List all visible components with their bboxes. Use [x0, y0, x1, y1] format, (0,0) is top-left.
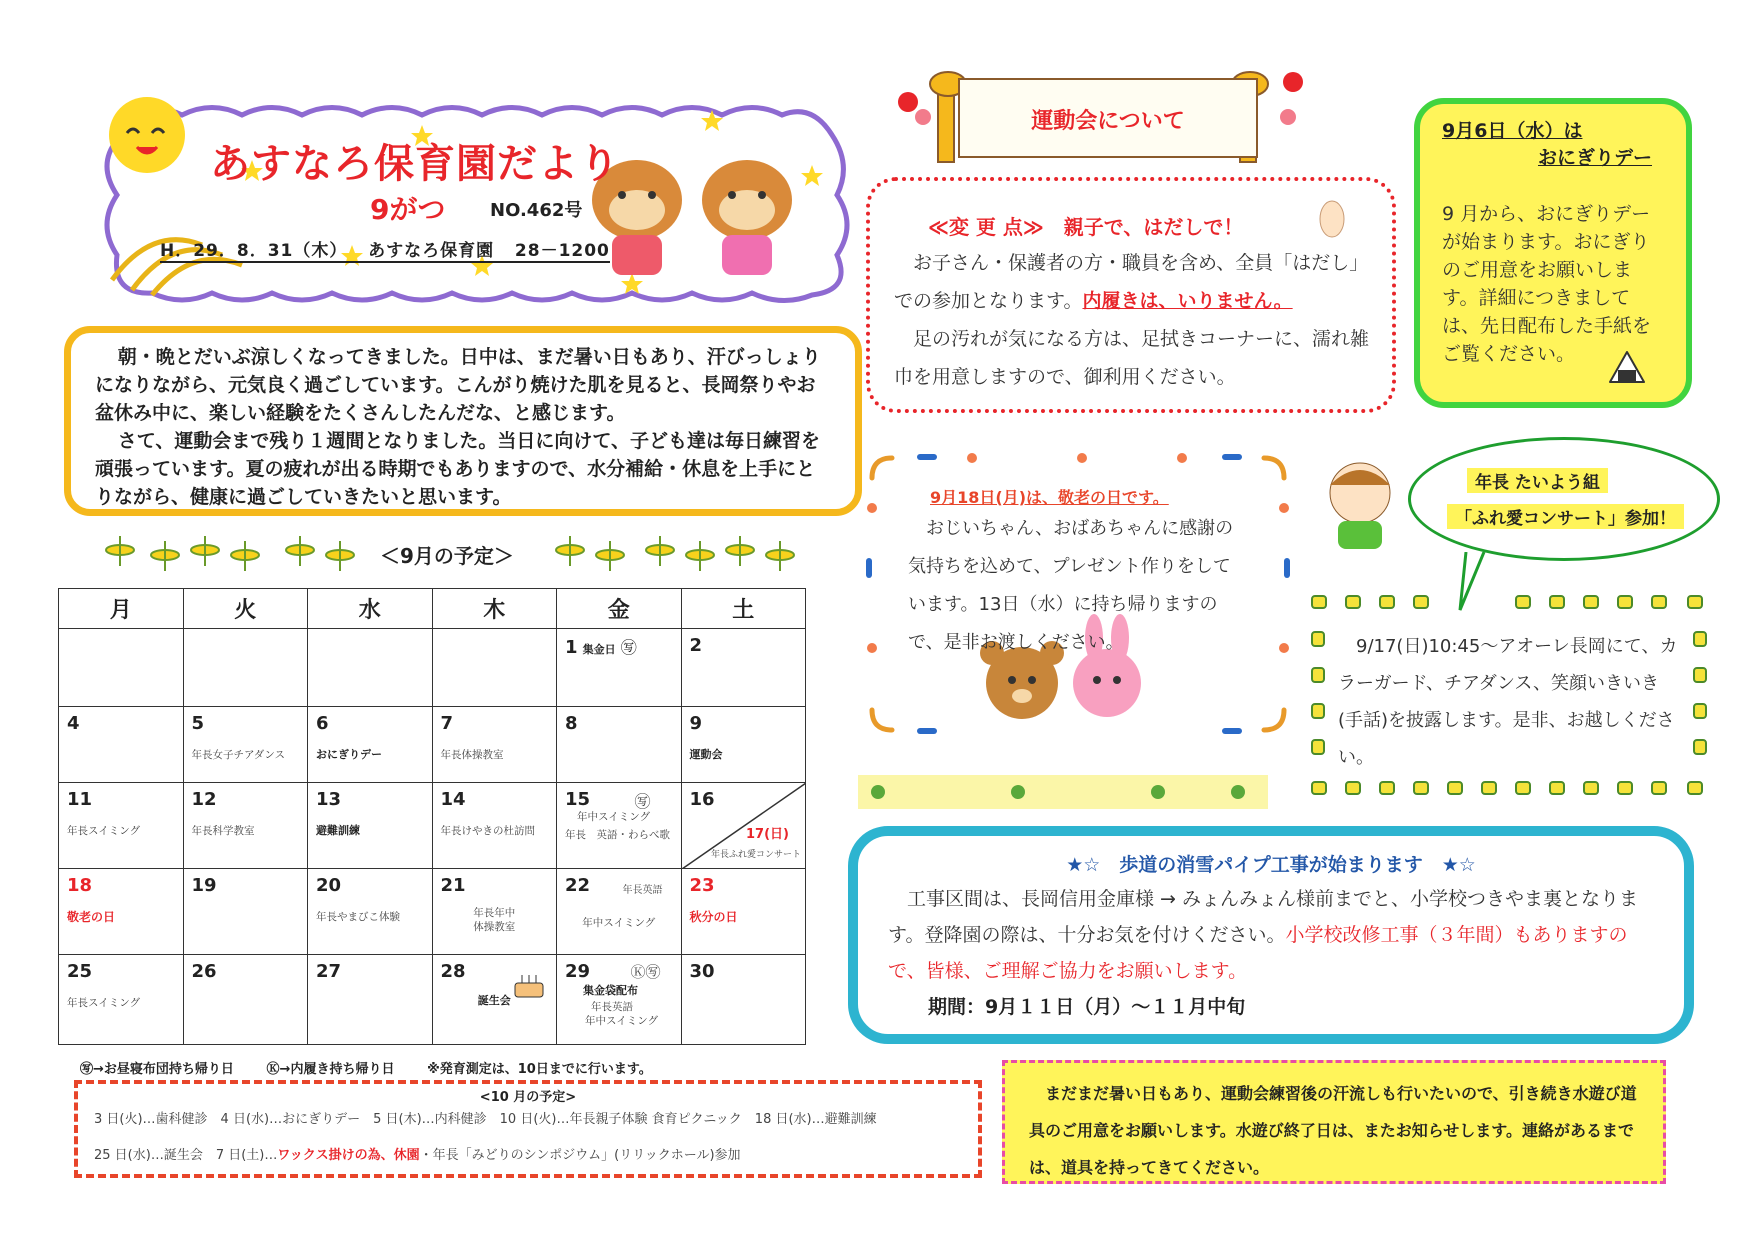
respect-aged-box — [862, 448, 1294, 740]
rice-ball-icon — [1608, 350, 1646, 384]
day-event: 運動会 — [689, 748, 723, 761]
calendar-cell — [59, 707, 184, 783]
weekday-wed: 水 — [308, 589, 433, 629]
day-event: 年長英語 — [591, 1001, 633, 1013]
day-number: 27 — [316, 961, 342, 982]
day-number: 23 — [689, 875, 715, 896]
speech-bubble — [1408, 437, 1720, 561]
month-label: 9がつ — [370, 193, 446, 226]
calendar-cell — [432, 955, 557, 1045]
change-point-label: ≪変 更 点≫ 親子で、はだしで！ — [928, 215, 1244, 239]
calendar-cell — [681, 707, 806, 783]
day-event: 年長スイミング — [67, 825, 141, 837]
day-number: 30 — [689, 961, 715, 982]
calendar-cell — [59, 783, 184, 869]
day-number: 7 — [440, 713, 454, 734]
school-renovation-notice: 小学校改修工事（３年間）もありますので、皆様、ご理解ご協力をお願いします。 — [888, 924, 1628, 982]
calendar-cell — [681, 629, 806, 707]
day-event: 年中スイミング — [577, 811, 651, 823]
september-calendar — [58, 588, 806, 1045]
calendar-week-5 — [59, 955, 806, 1045]
calendar-cell — [681, 869, 806, 955]
calendar-cell — [183, 955, 308, 1045]
day-number: 14 — [440, 789, 466, 810]
day-event: 年長英語 — [622, 885, 663, 896]
day-number: 1 — [565, 637, 578, 658]
sports-barefoot-text: お子さん・保護者の方・職員を含め、全員「はだし」での参加となります。 — [894, 252, 1369, 312]
calendar-cell — [183, 783, 308, 869]
calendar-cell — [59, 955, 184, 1045]
calendar-cell — [432, 707, 557, 783]
calendar-cell — [183, 869, 308, 955]
weekday-sat: 土 — [681, 589, 806, 629]
org-name: あすなろ保育園 — [368, 241, 495, 261]
day-number: 25 — [67, 961, 93, 982]
concert-info-box — [1310, 592, 1710, 800]
day-event: 年長スイミング — [67, 997, 141, 1009]
day-event: 年中スイミング — [582, 917, 656, 929]
grass-border — [858, 775, 1268, 809]
date-line — [160, 236, 610, 263]
day-event: 年長体操教室 — [440, 749, 504, 761]
day-number: 19 — [191, 875, 217, 896]
newsletter-title: あすなろ保育園だより — [210, 141, 620, 187]
issue-number: NO.462号 — [490, 200, 583, 221]
sports-paragraph-2: 足の汚れが気になる方は、足拭きコーナーに、濡れ雑巾を用意しますので、御利用ください。 — [894, 328, 1370, 388]
weekday-thu: 木 — [432, 589, 557, 629]
day-event: おにぎりデー — [316, 748, 382, 761]
calendar-week-2 — [59, 707, 806, 783]
calendar-cell — [308, 955, 433, 1045]
day-number: 11 — [67, 789, 93, 810]
legend-futon: ㊢→お昼寝布団持ち帰り日 — [80, 1062, 234, 1077]
day-number: 13 — [316, 789, 342, 810]
no-indoor-shoes-notice: 内履きは、いりません。 — [1082, 290, 1293, 312]
calendar-cell — [59, 869, 184, 955]
day-number: 9 — [689, 713, 703, 734]
water-play-body: まだまだ暑い日もあり、運動会練習後の汗流しも行いたいので、引き続き水遊び道具のご用意をお願いします。水遊び終了日は、またお知らせします。連絡があるまでは、道具を持ってきてください。 — [1029, 1084, 1637, 1177]
day-event: 集金袋配布 — [583, 984, 638, 997]
calendar-cell-empty — [308, 629, 433, 707]
schedule-heading: ＜9月の予定＞ — [380, 544, 514, 568]
construction-title: ★☆ 歩道の消雪パイプ工事が始まります ★☆ — [1066, 854, 1476, 876]
calendar-legend — [80, 1058, 652, 1077]
square-dot-border — [1310, 592, 1710, 800]
calendar-week-1 — [59, 629, 806, 707]
day-event: 体操教室 — [473, 921, 516, 933]
respect-aged-body: おじいちゃん、おばあちゃんに感謝の気持ちを込めて、プレゼント作りをしています。13日（水）に持ち帰りますので、是非お渡しください。 — [908, 518, 1234, 653]
greeting-paragraph-1: 朝・晩とだいぶ涼しくなってきました。日中は、まだ暑い日もあり、汗びっしょりになりながら、元気良く過ごしています。こんがり焼けた肌を見ると、長岡祭りやお盆休み中に、楽しい経験をたくさんしたんだな、と感じます。 — [95, 346, 821, 424]
onigiri-body: 9 月から、おにぎりデーが始まります。おにぎりのご用意をお願いします。詳細につきましては、先日配布した手紙をご覧ください。 — [1442, 203, 1652, 365]
header-banner — [92, 95, 862, 310]
day-event: 年中スイミング — [585, 1015, 659, 1027]
calendar-cell — [183, 707, 308, 783]
calendar-cell-empty — [183, 629, 308, 707]
construction-notice-box — [848, 826, 1694, 1044]
calendar-cell — [557, 629, 682, 707]
futon-mark-icon: ㊢ — [620, 638, 637, 657]
calendar-cell — [557, 955, 682, 1045]
calendar-cell — [308, 707, 433, 783]
day-number: 26 — [191, 961, 217, 982]
legend-shoes: Ⓚ→内履き持ち帰り日 — [266, 1062, 395, 1077]
day-event: 敬老の日 — [67, 910, 116, 924]
day-number: 20 — [316, 875, 342, 896]
calendar-cell — [681, 955, 806, 1045]
legend-measurement: ※発育測定は、10日までに行います。 — [427, 1062, 652, 1077]
calendar-week-4 — [59, 869, 806, 955]
birthday-cake-icon — [512, 973, 546, 999]
day-event: 年長 英語・わらべ歌 — [565, 829, 670, 841]
day-number: 12 — [191, 789, 217, 810]
day-number: 2 — [689, 635, 703, 656]
sports-day-title: 運動会について — [958, 78, 1258, 158]
construction-body — [888, 881, 1654, 989]
water-play-notice — [1002, 1060, 1666, 1184]
calendar-cell — [557, 869, 682, 955]
onigiri-title: おにぎりデー — [1537, 147, 1652, 169]
day-event: 避難訓練 — [316, 824, 360, 837]
onigiri-day-box — [1414, 98, 1692, 408]
onigiri-title-date: 9月6日（水）は — [1442, 120, 1583, 142]
october-title: <10 月の予定> — [479, 1090, 577, 1105]
concert-label: 「ふれ愛コンサート」参加！ — [1447, 504, 1684, 529]
day-number: 29 — [565, 961, 591, 982]
day-event: 秋分の日 — [689, 910, 738, 924]
day-number-17: 17(日) — [746, 827, 789, 842]
calendar-cell — [308, 869, 433, 955]
construction-area-text: 工事区間は、長岡信用金庫様 → みょんみょん様前までと、小学校つきやま裏となります。登降園の際は、十分お気を付けください。 — [888, 888, 1639, 946]
day-event: 誕生会 — [477, 994, 511, 1007]
calendar-cell — [557, 783, 682, 869]
sun-icon — [109, 97, 185, 173]
greeting-box — [64, 326, 862, 516]
calendar-cell — [308, 783, 433, 869]
weekday-fri: 金 — [557, 589, 682, 629]
respect-aged-title: 9月18日(月)は、敬老の日です。 — [930, 488, 1169, 507]
october-line-1: 3 日(火)…歯科健診 4 日(水)…おにぎりデー 5 日(木)…内科健診 10 日(火)…年長親子体験 食育ピクニック 18 日(水)…避難訓練 — [94, 1112, 877, 1127]
day-number: 5 — [191, 713, 205, 734]
calendar-cell-empty — [432, 629, 557, 707]
child-icon — [1320, 455, 1400, 551]
day-event: 年長科学教室 — [191, 825, 255, 837]
calendar-cell — [557, 707, 682, 783]
nencho-class-label: 年長 たいよう組 — [1467, 468, 1608, 493]
october-closed-notice: ワックス掛けの為、休園 — [277, 1148, 420, 1163]
calendar-week-3 — [59, 783, 806, 869]
calendar-cell — [432, 783, 557, 869]
calendar-cell — [432, 869, 557, 955]
calendar-cell — [681, 783, 806, 869]
day-number: 28 — [440, 961, 466, 982]
day-event: 年長ふれ愛コンサート — [710, 850, 801, 860]
foot-icon — [1312, 191, 1352, 239]
day-event: 集金日 — [582, 643, 616, 656]
day-event: 年長年中 — [473, 907, 516, 919]
october-line-2a: 25 日(水)…誕生会 7 日(土)… — [94, 1148, 278, 1163]
phone-number: 28－1200 — [514, 241, 610, 261]
weekday-mon: 月 — [59, 589, 184, 629]
day-event: 年長けやきの杜訪問 — [440, 825, 535, 837]
weekday-header-row — [59, 589, 806, 629]
day-number: 6 — [316, 713, 329, 734]
day-number: 21 — [440, 875, 466, 896]
october-line-2 — [94, 1145, 962, 1167]
greeting-paragraph-2: さて、運動会まで残り１週間となりました。当日に向けて、子ども達は毎日練習を頑張っています。夏の疲れが出る時期でもありますので、水分補給・休息を上手にとりながら、健康に過ごしていきたいと思います。 — [95, 430, 821, 508]
calendar-cell-empty — [59, 629, 184, 707]
day-number: 22 — [565, 875, 591, 896]
weekday-tue: 火 — [183, 589, 308, 629]
sports-paragraph-1 — [894, 244, 1372, 320]
day-event: 年長やまびこ体験 — [316, 911, 400, 923]
concert-body: 9/17(日)10:45～アオーレ長岡にて、カラーガード、チアダンス、笑顔いきいき(手話)を披露します。是非、お越しください。 — [1338, 636, 1678, 768]
shoe-futon-mark-icon: Ⓚ㊢ — [630, 963, 661, 981]
sports-day-box — [866, 177, 1396, 413]
october-line-2c: ・年長「みどりのシンポジウム」(リリックホール)参加 — [419, 1148, 741, 1163]
issue-date: H．29．8．31（木） — [160, 241, 348, 261]
construction-period: 期間：9月１１日（月）～１１月中旬 — [928, 996, 1246, 1018]
futon-mark-icon: ㊢ — [634, 792, 651, 811]
day-number: 8 — [565, 713, 578, 734]
day-number: 15 — [565, 789, 591, 810]
day-event: 年長女子チアダンス — [191, 749, 286, 761]
day-number: 18 — [67, 875, 93, 896]
october-schedule-box — [74, 1080, 982, 1178]
day-number: 16 — [689, 789, 715, 810]
day-number: 4 — [67, 713, 80, 734]
wavy-frame — [92, 95, 862, 310]
